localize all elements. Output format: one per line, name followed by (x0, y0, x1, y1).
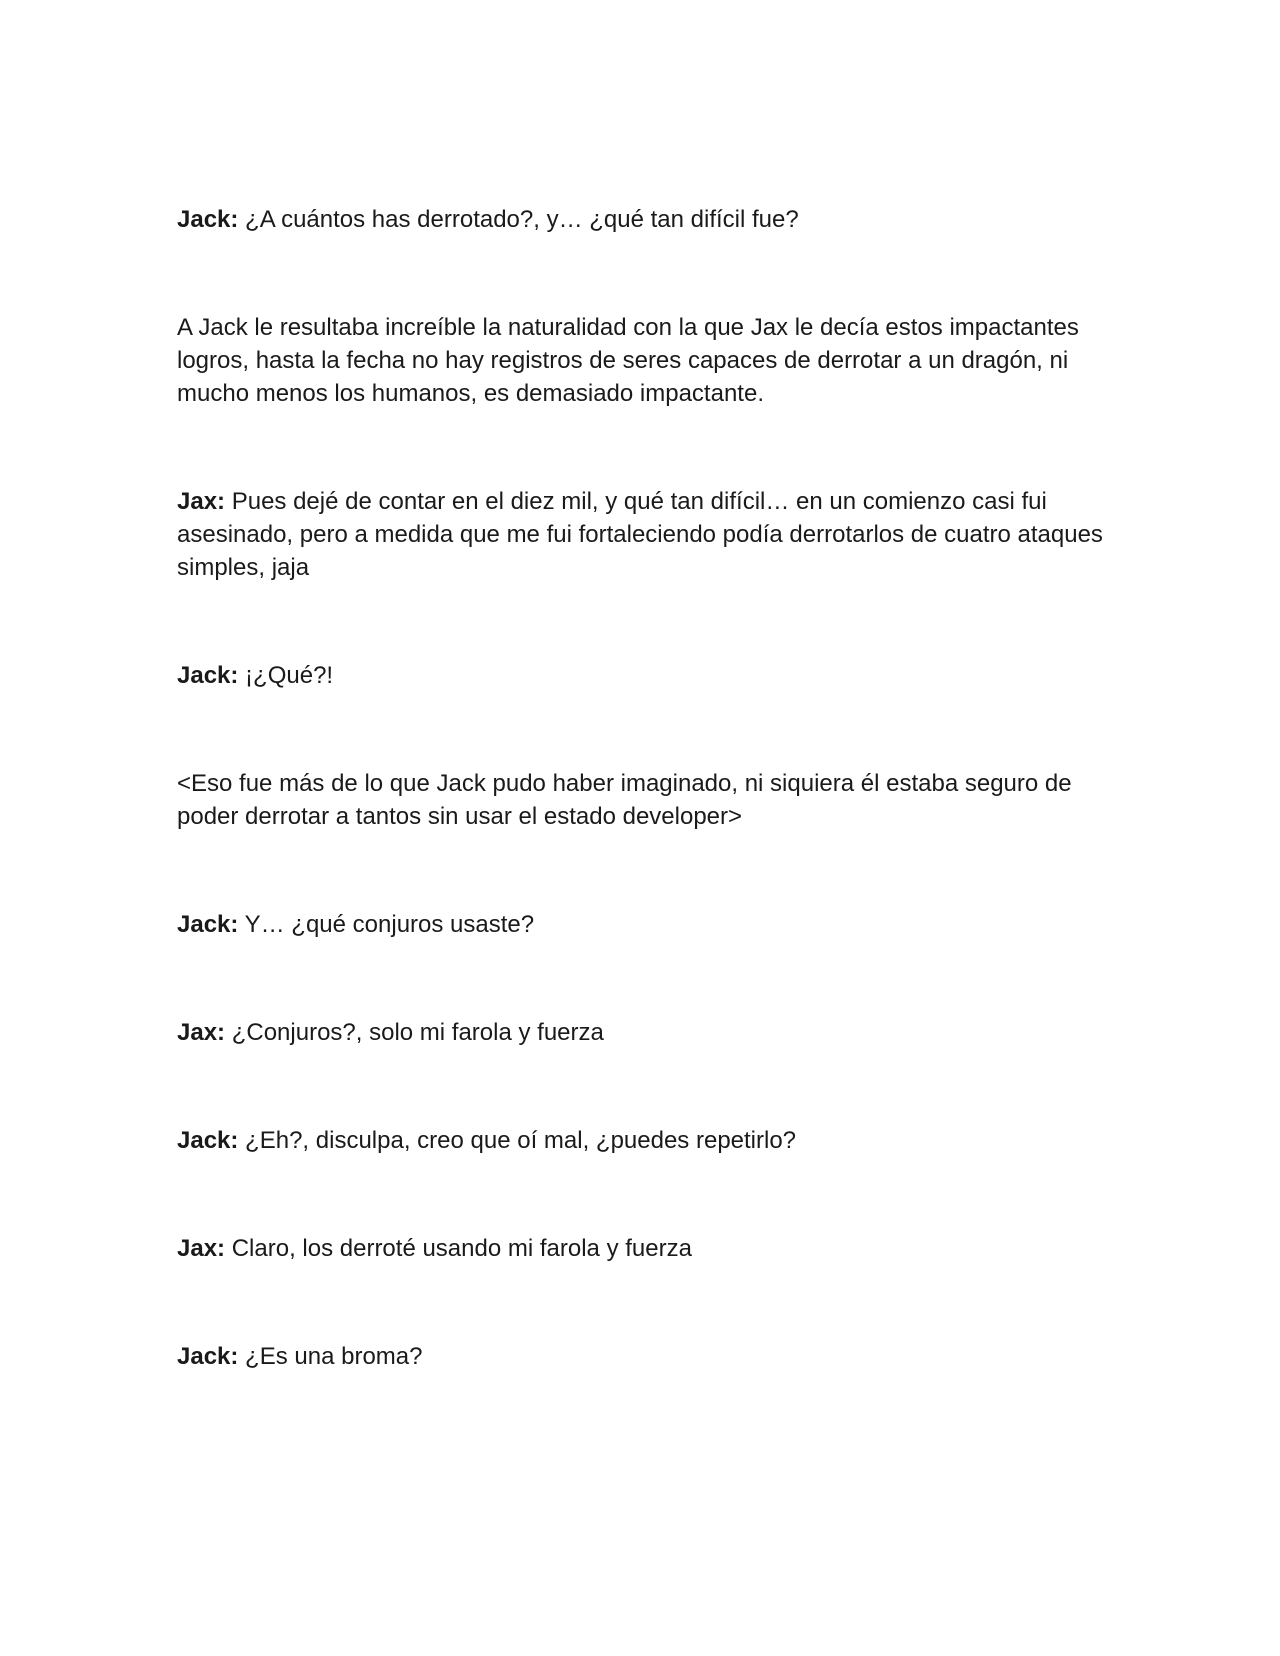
dialogue-paragraph (177, 1340, 1107, 1373)
dialogue-text: ¿Es una broma? (238, 1343, 423, 1370)
speaker-name: Jax: (177, 488, 226, 515)
narration-text: <Eso fue más de lo que Jack pudo haber imaginado, ni siquiera él estaba seguro de poder derrotar a tantos sin usar el estado developer> (177, 770, 1072, 830)
speaker-name: Jax: (177, 1019, 226, 1046)
dialogue-paragraph (177, 1016, 1107, 1049)
narration-paragraph (177, 311, 1107, 410)
dialogue-text: Claro, los derroté usando mi farola y fuerza (225, 1235, 692, 1262)
dialogue-text: Y… ¿qué conjuros usaste? (238, 911, 535, 938)
speaker-name: Jack: (177, 662, 239, 689)
dialogue-text: ¿Eh?, disculpa, creo que oí mal, ¿puedes repetirlo? (238, 1127, 797, 1154)
dialogue-paragraph (177, 1124, 1107, 1157)
dialogue-text: ¿A cuántos has derrotado?, y… ¿qué tan difícil fue? (238, 206, 799, 233)
document-body (177, 203, 1107, 1448)
dialogue-text: Pues dejé de contar en el diez mil, y qué tan difícil… en un comienzo casi fui asesinado, pero a medida que me fui fortaleciendo podía derrotarlos de cuatro ataques simples, jaja (177, 488, 1103, 581)
speaker-name: Jack: (177, 911, 239, 938)
dialogue-text: ¡¿Qué?! (238, 662, 334, 689)
dialogue-text: ¿Conjuros?, solo mi farola y fuerza (225, 1019, 604, 1046)
dialogue-paragraph (177, 908, 1107, 941)
narration-paragraph (177, 767, 1107, 833)
dialogue-paragraph (177, 203, 1107, 236)
dialogue-paragraph (177, 485, 1107, 584)
narration-text: A Jack le resultaba increíble la naturalidad con la que Jax le decía estos impactantes logros, hasta la fecha no hay registros de seres capaces de derrotar a un dragón, ni mucho menos los humanos, es demasiado impactante. (177, 314, 1079, 407)
dialogue-paragraph (177, 659, 1107, 692)
speaker-name: Jack: (177, 206, 239, 233)
speaker-name: Jack: (177, 1127, 239, 1154)
speaker-name: Jack: (177, 1343, 239, 1370)
dialogue-paragraph (177, 1232, 1107, 1265)
speaker-name: Jax: (177, 1235, 226, 1262)
